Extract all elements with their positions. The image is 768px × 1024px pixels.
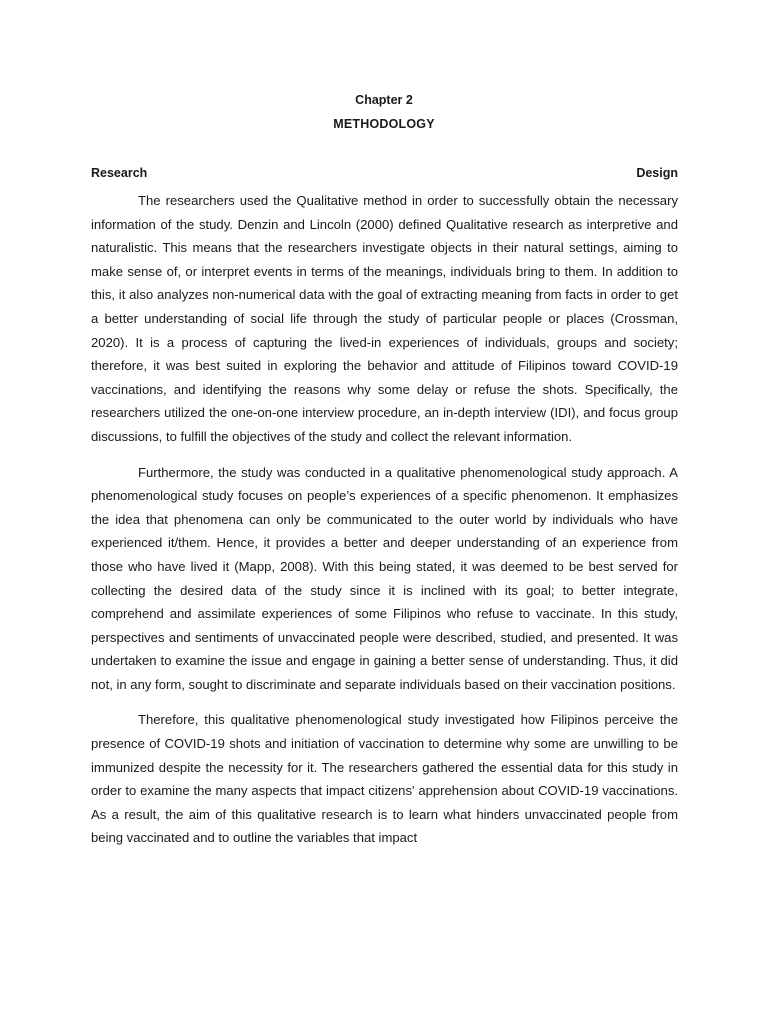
section-heading-left: Research xyxy=(91,166,148,180)
body-text xyxy=(91,189,678,862)
paragraph-3: Therefore, this qualitative phenomenological study investigated how Filipinos perceive the presence of COVID-19 shots and initiation of vaccination to determine why some are unwilling to be immunized despite the necessity for it. The researchers gathered the essential data for this study in order to examine the many aspects that impact citizens' apprehension about COVID-19 vaccinations. As a result, the aim of this qualitative research is to learn what hinders unvaccinated people from being vaccinated and to outline the variables that impact xyxy=(91,712,678,846)
chapter-title: METHODOLOGY xyxy=(333,117,435,131)
chapter-number: Chapter 2 xyxy=(355,93,413,107)
paragraph-2: Furthermore, the study was conducted in a qualitative phenomenological study approach. A phenomenological study focuses on people’s experiences of a specific phenomenon. It emphasizes the idea that phenomena can only be communicated to the outer world by individuals who have experienced it/them. Hence, it provides a better and deeper understanding of an experience from those who have lived it (Mapp, 2008). With this being stated, it was deemed to be best served for collecting the desired data of the study since it is inclined with its goal; to better integrate, comprehend and assimilate experiences of some Filipinos who refuse to vaccinate. In this study, perspectives and sentiments of unvaccinated people were described, studied, and presented. It was undertaken to examine the issue and engage in gaining a better sense of understanding. Thus, it did not, in any form, sought to discriminate and separate individuals based on their vaccination positions. xyxy=(91,464,678,692)
section-heading xyxy=(91,166,678,180)
section-heading-right: Design xyxy=(636,166,678,180)
paragraph-1: The researchers used the Qualitative method in order to successfully obtain the necessary information of the study. Denzin and Lincoln (2000) defined Qualitative research as interpretive and naturalistic. This means that the researchers investigate objects in their natural settings, aiming to make sense of, or interpret events in terms of the meanings, individuals bring to them. In addition to this, it also analyzes non-numerical data with the goal of extracting meaning from facts in order to get a better understanding of social life through the study of particular people or places (Crossman, 2020). It is a process of capturing the lived-in experiences of individuals, groups and society; therefore, it was best suited in exploring the behavior and attitude of Filipinos toward COVID-19 vaccinations, and identifying the reasons why some delay or refuse the shots. Specifically, the researchers utilized the one-on-one interview procedure, an in-depth interview (IDI), and focus group discussions, to fulfill the objectives of the study and collect the relevant information. xyxy=(91,193,678,444)
